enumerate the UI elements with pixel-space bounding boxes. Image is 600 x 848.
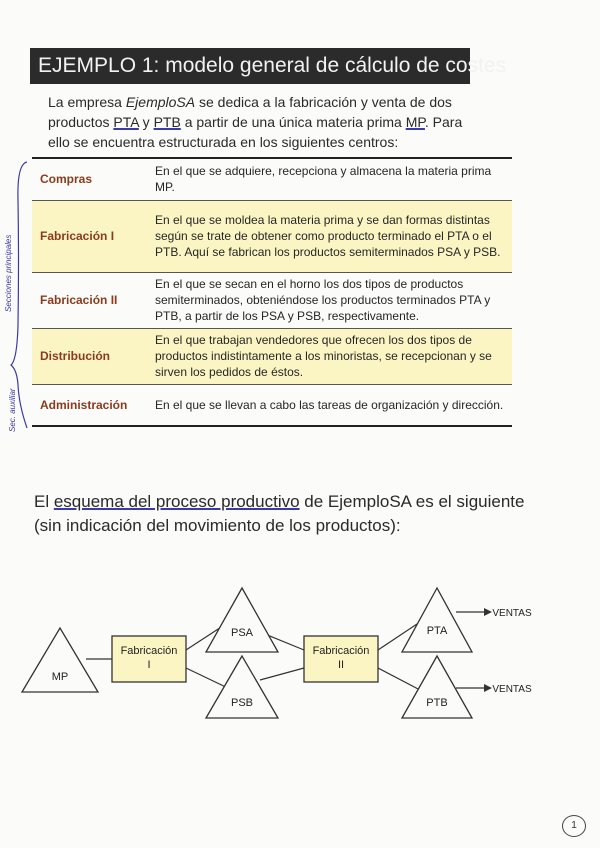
- label-fab2: Fabricación: [312, 645, 370, 657]
- label-psa: PSA: [230, 627, 254, 639]
- label-fab1-num: I: [147, 659, 151, 671]
- connector-line: [260, 668, 304, 680]
- intro-text: . Para ello se encuentra estructurada en los siguientes centros:: [48, 114, 463, 150]
- table-row: [32, 328, 512, 384]
- page-title: [30, 48, 507, 84]
- margin-note-principal: Secciones principales: [4, 234, 13, 312]
- triangle-pta: [402, 588, 472, 652]
- intro-text: a partir de una única materia prima: [180, 114, 406, 130]
- scheme-intro: [34, 490, 534, 538]
- label-ventas-1: VENTAS: [492, 608, 532, 619]
- centre-name: Administración: [32, 384, 149, 426]
- raw-material: MP: [405, 114, 425, 130]
- label-mp: MP: [51, 671, 69, 683]
- arrow-head: [484, 608, 492, 616]
- intro-text: y: [138, 114, 154, 130]
- table-row: [32, 200, 512, 272]
- table-row: [32, 384, 512, 426]
- product-ptb: PTB: [153, 114, 181, 130]
- centre-name: Compras: [32, 158, 149, 200]
- label-pta: PTA: [426, 625, 448, 637]
- centre-desc: En el que se adquiere, recepciona y almacena la materia prima MP.: [149, 158, 512, 200]
- company-name: EjemploSA: [125, 94, 196, 110]
- connector-line: [378, 668, 420, 690]
- centre-desc: En el que trabajan vendedores que ofrecen los dos tipos de productos indistintamente a los minoristas, se recepcionan y se sirven los pedidos de éstos.: [149, 328, 512, 384]
- title-text: EJEMPLO 1: modelo general de cálculo de costes: [38, 54, 507, 77]
- production-diagram: [0, 580, 600, 740]
- centre-desc: En el que se moldea la materia prima y se dan formas distintas según se trate de obtener como producto terminado el PTA o el PTB. Aquí se fabrican los productos semiterminados PSA y PSB.: [149, 200, 512, 272]
- arrow-head: [484, 684, 492, 692]
- scheme-text: El: [34, 492, 54, 511]
- centre-name: Distribución: [32, 328, 149, 384]
- centres-table: [32, 157, 512, 427]
- page-number: 1: [562, 815, 586, 837]
- label-psb: PSB: [230, 697, 254, 709]
- centre-name: Fabricación II: [32, 272, 149, 328]
- product-pta: PTA: [113, 114, 139, 130]
- intro-paragraph: [48, 92, 468, 152]
- table-row: [32, 158, 512, 200]
- intro-text: La empresa: [48, 94, 126, 110]
- triangle-psa: [206, 588, 278, 652]
- table-row: [32, 272, 512, 328]
- intro-text: se dedica a la fabricación y venta de dos productos: [48, 94, 452, 130]
- scheme-text: de EjemploSA es el siguiente (sin indicación del movimiento de los productos):: [34, 492, 525, 535]
- label-ptb: PTB: [426, 697, 448, 709]
- scheme-underlined: esquema del proceso productivo: [53, 492, 300, 511]
- label-fab2-num: II: [337, 659, 345, 671]
- centre-name: Fabricación I: [32, 200, 149, 272]
- centre-desc: En el que se secan en el horno los dos tipos de productos semiterminados, obteniéndose los productos terminados PTA y PTB, a partir de los PSA y PSB, respectivamente.: [149, 272, 512, 328]
- margin-note-auxiliar: Sec. auxiliar: [8, 388, 17, 432]
- label-fab1: Fabricación: [120, 645, 178, 657]
- label-ventas-2: VENTAS: [492, 684, 532, 695]
- centre-desc: En el que se llevan a cabo las tareas de organización y dirección.: [149, 384, 512, 426]
